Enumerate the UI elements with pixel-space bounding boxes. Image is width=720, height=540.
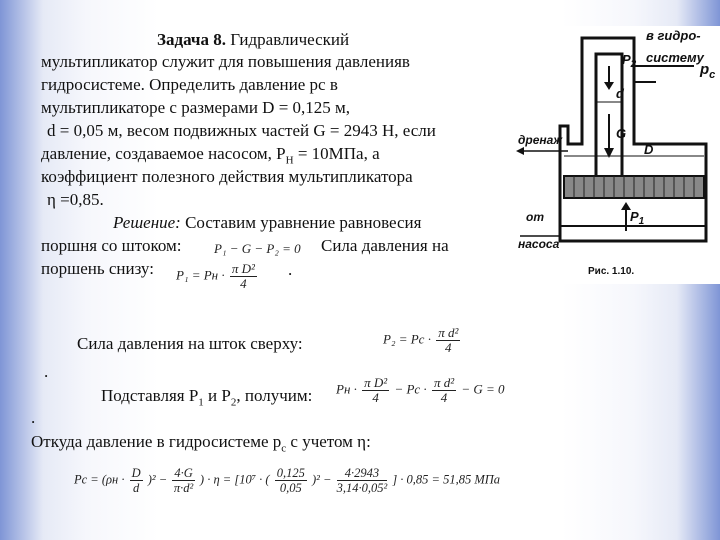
final-d2: π·d²: [173, 481, 194, 495]
p1-lhs: P₁ = Pн ·: [176, 267, 225, 283]
final-n2: 4·G: [174, 466, 193, 480]
label-to-system-1: в гидро-: [646, 28, 701, 43]
label-D: D: [644, 142, 654, 157]
sub-num2: π d²: [433, 375, 455, 390]
problem-line-3: мультипликаторе с размерами D = 0,125 м,: [41, 98, 351, 117]
problem-heading-line: [157, 30, 349, 50]
rod-force-text: Сила давления на шток сверху:: [77, 334, 303, 353]
solution-label: Решение:: [113, 213, 181, 232]
final-frac-1: [130, 466, 143, 495]
rod-force-dot: .: [44, 362, 49, 381]
final-n4: 4·2943: [337, 466, 388, 481]
label-from-2: насоса: [518, 237, 560, 251]
problem-line-5-text: давление, создаваемое насосом, Р: [41, 144, 286, 163]
problem-line-5-rest: = 10МПа, а: [293, 144, 380, 163]
solution-line-2b: Сила давления на: [321, 236, 449, 255]
p1-fraction: [230, 262, 257, 291]
problem-line-4: d = 0,05 м, весом подвижных частей G = 2943 Н, если: [47, 121, 436, 140]
solution-line-2a: поршня со штоком:: [41, 236, 182, 255]
p1-formula: [176, 262, 259, 291]
problem-heading: Задача 8.: [157, 30, 226, 49]
problem-heading-rest: Гидравлический: [225, 30, 350, 49]
problem-line-1: мультипликатор служит для повышения давленияв: [41, 52, 410, 71]
final-b: )² −: [147, 472, 168, 487]
sub-den1: 4: [372, 390, 379, 405]
final-n3: 0,125: [276, 466, 305, 480]
substitution-text: [101, 386, 312, 412]
final-c: ) · η = [10⁷ · (: [199, 472, 270, 487]
solution-line-1: [113, 213, 421, 233]
label-drain: дренаж: [518, 133, 563, 147]
p2-formula: [383, 326, 462, 355]
equilibrium-formula: P₁ − G − P₂ = 0: [214, 241, 301, 256]
label-from-1: от: [526, 210, 544, 224]
label-pc: $p_c$: [700, 61, 716, 81]
sub-end: − G = 0: [461, 381, 505, 397]
eta-line: η =0,85.: [47, 190, 104, 209]
substitution-a: Подставляя Р: [101, 386, 199, 405]
substitution-sub2: 2: [230, 396, 237, 409]
p2-lhs: P₂ = Pc ·: [383, 331, 431, 347]
final-d1: d: [133, 481, 140, 495]
sub-a: Pн ·: [336, 381, 357, 397]
p2-den: 4: [445, 340, 452, 355]
multiplier-figure: [516, 26, 720, 284]
p2-fraction: [436, 326, 460, 355]
final-text: [31, 432, 371, 458]
problem-line-2: гидросистеме. Определить давление pc в: [41, 75, 338, 94]
final-e: ] · 0,85 = 51,85 МПа: [392, 472, 501, 487]
solution-dot: .: [288, 260, 293, 279]
substitution-b: и Р: [203, 386, 231, 405]
final-d4: 3,14·0,05²: [336, 481, 388, 495]
pump-subscript: Н: [285, 154, 294, 167]
label-p2: $P_2$: [622, 52, 637, 70]
sub-fraction-2: [432, 376, 456, 405]
figure-caption: Рис. 1.10.: [588, 266, 635, 277]
p1-den: 4: [240, 276, 247, 291]
final-text-a: Откуда давление в гидросистеме р: [31, 432, 282, 451]
solution-label-rest: Составим уравнение равновесия: [180, 213, 422, 232]
problem-line-6: коэффициент полезного действия мультипликатора: [41, 167, 413, 186]
final-a: Pc = (ρн ·: [74, 472, 125, 487]
label-d: d: [616, 86, 624, 101]
final-frac-2: [172, 466, 194, 495]
substitution-sub1: 1: [198, 396, 204, 409]
final-d-b: )² −: [311, 472, 332, 487]
final-formula: [74, 466, 500, 495]
sub-den2: 4: [440, 390, 448, 405]
p2-num: π d²: [438, 325, 459, 340]
sub-mid: − Pc ·: [394, 381, 427, 397]
substitution-dot: .: [31, 408, 36, 427]
solution-line-3: поршень снизу:: [41, 259, 154, 278]
label-G: G: [616, 126, 627, 141]
final-n1: D: [131, 466, 141, 480]
label-to-system-2: систему: [646, 50, 704, 65]
substitution-formula: [336, 376, 505, 405]
p1-num: π D²: [231, 261, 255, 276]
final-sub: с: [281, 442, 287, 455]
final-d3: 0,05: [279, 481, 302, 495]
sub-fraction-1: [362, 376, 389, 405]
label-P1: $P_1$: [630, 209, 645, 227]
sub-num1: π D²: [364, 375, 388, 390]
final-rest: с учетом η:: [286, 432, 371, 451]
final-frac-3: [275, 466, 307, 495]
substitution-c: , получим:: [236, 386, 313, 405]
final-frac-4: [337, 466, 388, 495]
